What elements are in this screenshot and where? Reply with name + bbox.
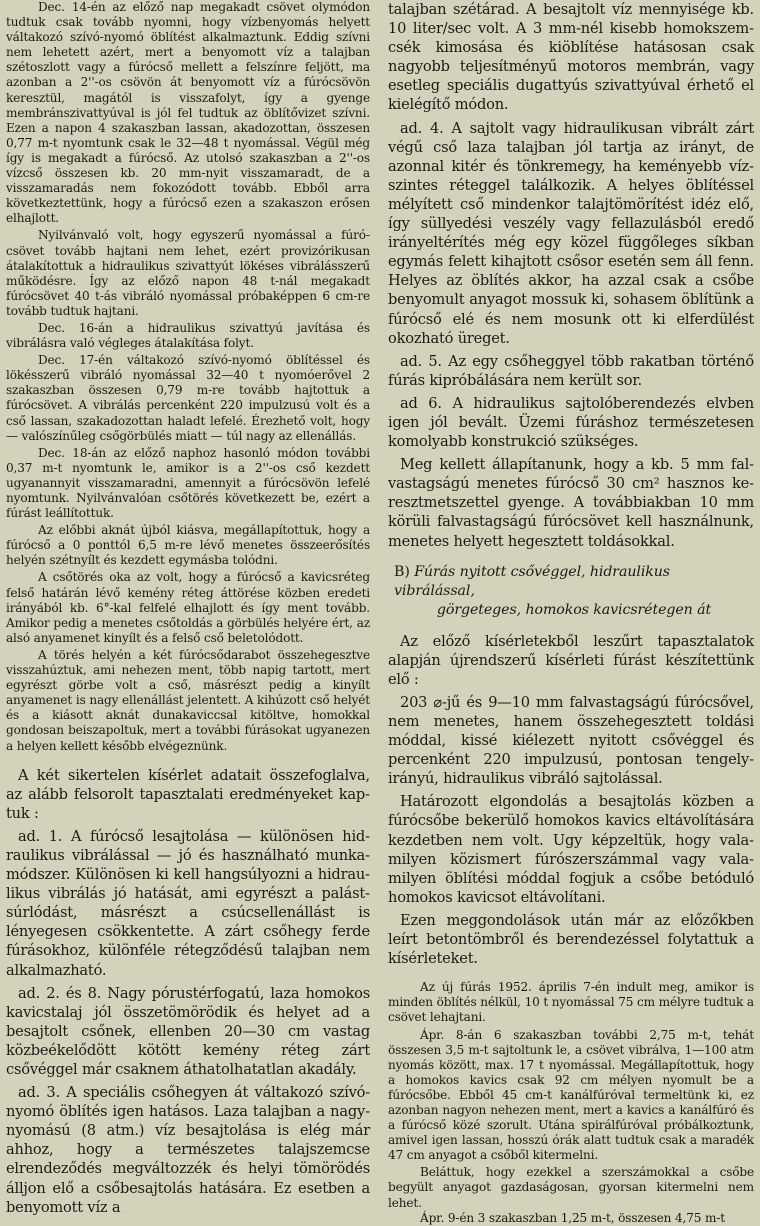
paragraph-pipe-break-cause: A csőtörés oka az volt, hogy a fúrócső a kavicsréteg felső határán lévő kemény réteg áttörése közben eredeti irányából kb. 6°-kal felfelé elhajlott és így ment tovább. Amikor pedig a menetes csőtoldás a görbülés helyére ért, az alsó anyamenet kinyílt és a felső cső beletolódott.: [6, 570, 370, 645]
section-title-part2: görgeteges, homokos kavicsrétegen át: [436, 601, 712, 618]
paragraph-dec14: Dec. 14-én az előző nap megakadt csövet olymódon tudtuk csak tovább nyomni, hogy vízbenyomás helyett váltakozó szívó-nyomó öblítést alkalmaztunk. Eddig szívni nem lehetett azért, mert a benyomott víz a talajban szétoszlott vagy a fúrócső mellett a felszínre feljött, ma azonban a 2''-os csövön át benyomott víz a fúrócsövön keresztül, magától is visszafolyt, így a gyenge membránszivattyúval is jól fel tudtuk az öblítővizet szívni. Ezen a napon 4 szakaszban lassan, akadozottan, összesen 0,77 m-t nyomtunk csak le 32—48 t nyomással. Végül még így is megakadt a fúrócső. Az utolsó szakaszban a 2''-os vízcső összesen kb. 20 mm-nyit visszamaradt, de a visszamaradás nem fokozódott tovább. Ebből arra következtettünk, hogy a fúrócső ezen a szakaszon erősen elhajlott.: [6, 0, 370, 226]
right-large-text-block-bottom: [388, 632, 754, 969]
paragraph-ad4: ad. 4. A sajtolt vagy hidraulikusan vibrált zárt végű cső laza talajban jól tartja az irányt, de azonnal kitér és tönkremegy, ha keményebb vízszintes réteggel találkozik. A helyes öblítéssel mélyített cső mindenkor talajtömörítést idéz elő, így süllyedési veszély vagy fellazulásból eredő irányeltérítés még egy közel függőleges síkban egymás felett kihajtott csősor esetén sem áll fenn. Helyes az öblítés akkor, ha azzal csak a csőbe benyomult anyagot mossuk ki, sohasem öblítünk a fúrócső elé és nem mosunk ott ki elferdülést okozható üreget.: [388, 119, 754, 347]
paragraph-dec18: Dec. 18-án az előző naphoz hasonló módon további 0,37 m-t nyomtunk le, amikor is a 2''-os cső kezdett ugyanannyit visszamaradni, amennyit a fúrócsövön lefelé nyomtunk. Nyilvánvalóan csőtörés következett be, ezért a fúrást leállítottuk.: [6, 445, 370, 521]
paragraph-ad6: ad 6. A hidraulikus sajtolóberendezés elvben igen jól bevált. Üzemi fúráshoz természetesen komolyabb konstrukció szükséges.: [388, 394, 754, 451]
paragraph-removal-plan: Határozott elgondolás a besajtolás közben a fúrócsőbe bekerülő homokos kavics eltávolítására kezdetben nem volt. Ugy képzeltük, hogy valamilyen közismert fúrószerszámmal vagy valamilyen öblítési móddal fogjuk a csőbe betóduló homokos kavicsot eltávolítani.: [388, 793, 754, 906]
left-small-text-block: [6, 0, 370, 754]
section-label: B): [394, 563, 410, 580]
right-large-text-block-top: [388, 0, 754, 551]
paragraph-ad2-8: ad. 2. és 8. Nagy pórustérfogatú, laza homokos kavicstalaj jól összetömörödik és helyet ad a besajtolt csőnek, ellenben 20—30 cm vastag közbeékelődött kötött kemény réteg zárt csővéggel már csaknem áthatolhatatlan akadály.: [6, 984, 370, 1078]
left-large-text-block: [6, 766, 370, 1217]
paragraph-dec16: Dec. 16-án a hidraulikus szivattyú javítása és vibrálásra való végleges átalakítása folyt.: [6, 320, 370, 351]
paragraph-ad3-continued: talajban szétárad. A besajtolt víz mennyisége kb. 10 liter/sec volt. A 3 mm-nél kisebb homokszemcsék kimosása és kiöblítése hatásosan csak nagyobb teljesítményű motoros membrán, vagy esetleg speciális dugattyús szivattyúval érhető el kielégítő módon.: [388, 1, 754, 114]
paragraph-provisional-vibration: Nyilvánvaló volt, hogy egyszerű nyomással a fúrócsövet tovább hajtani nem lehet, ezért provizórikusan átalakítottuk a hidraulikus szivattyút lökéses vibrálásszerű működésre. Így az előző napon 48 t-nál megakadt fúrócsövet 40 t-ás vibráló nyomással próbaképpen 6 cm-re tovább tudtuk hajtani.: [6, 228, 370, 318]
paragraph-ad5: ad. 5. Az egy csőheggyel több rakatban történő fúrás kipróbálására nem került sor.: [388, 352, 754, 389]
paragraph-pipe-withdrawal: A törés helyén a két fúrócsődarabot összehegesztve visszahúztuk, ami nehezen ment, több napig tartott, mert egyrészt görbe volt a cső, másrészt pedig a kinyílt anyamenet is nagy ellenállást jelentett. A kihúzott cső helyét és a kiásott aknát dunakaviccsal kitöltve, homokkal gondosan beiszapoltuk, mert a további fúrásokat ugyanezen a helyen kellett később elvégeznünk.: [6, 647, 370, 753]
paragraph-ad1: ad. 1. A fúrócső lesajtolása — különösen hidraulikus vibrálással — jó és használható munkamódszer. Különösen ki kell hangsúlyozni a hidraulikus vibrálás jó hatását, ami egyrészt a palástsúrlódást, másrészt a csúcsellenállást is lényegesen csökkentette. A zárt csőhegy ferde fúrásokhoz, különféle rétegződésű talajban nem alkalmazható.: [6, 827, 370, 979]
section-heading-line1: [388, 563, 754, 601]
paragraph-dec17: Dec. 17-én váltakozó szívó-nyomó öblítéssel és lökésszerű vibráló nyomással 32—40 t nyomóerővel 2 szakaszban összesen 0,79 m-re tovább hajtottuk a fúrócsövet. A vibrálás percenként 220 impulzusú volt és a cső lassan, szakadozottan haladt lefelé. Érezhető volt, hogy — valószínűleg csőgörbülés miatt — túl nagy az ellenállás.: [6, 353, 370, 443]
paragraph-wall-thickness: Meg kellett állapítanunk, hogy a kb. 5 mm falvastagságú menetes fúrócső 30 cm² hasznos keresztmetszettel gyenge. A továbbiakban 10 mm körüli falvastagságú fúrócsövet kell használnunk, menetes helyett hegesztett toldásokkal.: [388, 456, 754, 550]
paragraph-april8: Ápr. 8-án 6 szakaszban további 2,75 m-t, tehát összesen 3,5 m-t sajtoltunk le, a csövet vibrálva, 1—100 atm nyomás között, max. 17 t nyomással. Megállapítottuk, hogy a homokos kavics csak 92 cm mélyen nyomult be a fúrócsőbe. Ebből 45 cm-t kanálfúróval termeltünk ki, ez azonban nagyon nehezen ment, mert a kavics a kanálfúró és a fúrócső közé szorult. Utána spirálfúróval próbálkoztunk, amivel igen lassan, hosszú órák alatt tudtuk csak a maradék 47 cm anyagot a csőből kitermelni.: [388, 1027, 754, 1163]
paragraph-ad3: ad. 3. A speciális csőhegyen át váltakozó szívó-nyomó öblítés igen hatásos. Laza talajban a nagynyomású (8 atm.) víz besajtolása is elég már ahhoz, hogy a természetes talajszemcse elrendeződés megváltozzék és helyi tömörödés álljon elő a csőbesajtolás hatására. Ez esetben a benyomott víz a: [6, 1084, 370, 1216]
paragraph-shaft-reexcavation: Az előbbi aknát újból kiásva, megállapítottuk, hogy a fúrócső a 0 ponttól 6,5 m-re lévő menetes összeerősítés helyén szétnyílt és kezdett egymásba tolódni.: [6, 523, 370, 568]
paragraph-tool-conclusion: Beláttuk, hogy ezekkel a szerszámokkal a csőbe begyült anyagot gazdaságosan, gyorsan kitermelni nem lehet.: [388, 1165, 754, 1210]
left-column: [6, 0, 370, 1217]
section-heading-b: [388, 563, 754, 620]
paragraph-summary-intro: A két sikertelen kísérlet adatait összefoglalva, az alább felsorolt tapasztalati eredményeket kaptuk :: [6, 766, 370, 822]
section-title-part1: Fúrás nyitott csővéggel, hidraulikus vibrálással,: [394, 563, 670, 599]
right-small-text-block: [388, 980, 754, 1226]
paragraph-april7: Az új fúrás 1952. április 7-én indult meg, amikor is minden öblítés nélkül, 10 t nyomással 75 cm mélyre tudtuk a csövet lehajtani.: [388, 980, 754, 1025]
right-column: [388, 0, 754, 1226]
paragraph-april9: Ápr. 9-én 3 szakaszban 1,25 m-t, összesen 4,75 m-t: [420, 1210, 725, 1225]
paragraph-continuation: Ezen meggondolások után már az előzőkben leírt betontömbről és berendezéssel folytattuk a kísérleteket.: [388, 911, 754, 968]
paragraph-new-experiment-intro: Az előző kísérletekből leszűrt tapasztalatok alapján újrendszerű kísérleti fúrást készítettünk elő :: [388, 632, 754, 688]
paragraph-pipe-spec: 203 ⌀-jű és 9—10 mm falvastagságú fúrócsővel, nem menetes, hanem összehegesztett toldási móddal, kissé kiélezett nyitott csővéggel és percenként 220 impulzusú, pontosan tengelyirányú, hidraulikus vibráló sajtolással.: [388, 693, 754, 788]
